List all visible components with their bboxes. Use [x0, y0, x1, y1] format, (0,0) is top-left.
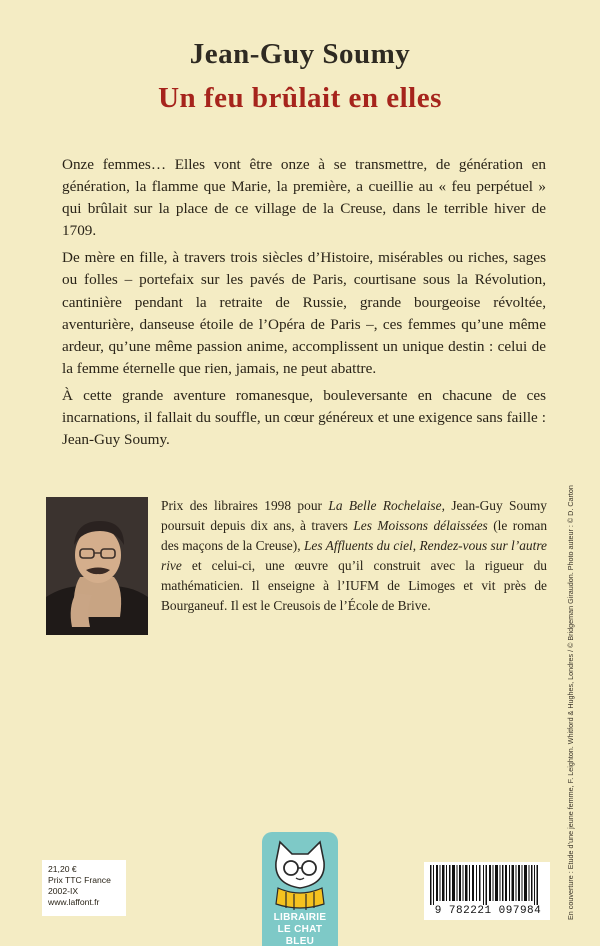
author-bio [161, 496, 547, 615]
bookstore-name-line: LE CHAT BLEU [277, 924, 323, 946]
price-label: Prix TTC France [48, 875, 111, 885]
publisher-website[interactable]: www.laffont.fr [48, 897, 100, 907]
price-box [42, 860, 126, 916]
blurb-paragraph: À cette grande aventure romanesque, bouleversante en chacune de ces incarnations, il fallait du souffle, un cœur généreux et une exigence sans faille : Jean-Guy Soumy. [62, 386, 546, 449]
price: 21,20 € [48, 864, 77, 874]
bio-text: Prix des libraires 1998 pour [161, 498, 329, 513]
bookstore-name [262, 912, 338, 946]
bio-text: (le roman des maçons de la Creuse), [161, 517, 548, 553]
bio-book-title: Les Moissons délaissées [353, 517, 488, 533]
book-title: Un feu brûlait en elles [158, 82, 442, 114]
blurb [62, 154, 546, 456]
bookstore-sticker [262, 832, 338, 946]
cat-logo-icon [262, 832, 338, 912]
bio-text: , [412, 537, 420, 553]
bio-book-title: La Belle Rochelaise [328, 498, 442, 513]
barcode-icon [424, 862, 550, 906]
bio-book-title: Rendez-vous sur l’autre rive [161, 537, 547, 573]
isbn-number: 9 782221 097984 [428, 905, 548, 917]
author-photo [46, 497, 148, 635]
bio-text: , Jean-Guy Soumy poursuit depuis dix ans, à travers [161, 498, 548, 533]
author-name: Jean-Guy Soumy [189, 38, 411, 70]
price-code: 2002-IX [48, 886, 79, 896]
credits-text: En couverture : Etude d’une jeune femme, F. Leighton. Whitford & Hughes, Londres / © Bridgeman Giraudon. Photo auteur : © D. Carton [566, 485, 575, 920]
bookstore-name-line: LIBRAIRIE [273, 912, 327, 923]
cover-credits [566, 485, 584, 920]
bio-text: et celui-ci, une œuvre qu’il construit avec la rigueur du mathématicien. Il enseigne à l’IUFM de Limoges et vit près de Bourganeuf. Il est le Creusois de l’École de Brive. [161, 557, 547, 613]
blurb-paragraph: De mère en fille, à travers trois siècles d’Histoire, misérables ou riches, sages ou folles – portefaix sur les pavés de Paris, courtisane sous la Révolution, cantinière pendant la retraite de Russie, grande bourgeoise révoltée, aventurière, danseuse étoile de l’Opéra de Paris –, ces femmes qu’une même ardeur, qu’une même passion anime, accomplissent un unique destin : celui de la femme éternelle que rien, jamais, ne peut abattre. [62, 249, 546, 377]
blurb-paragraph: Onze femmes… Elles vont être onze à se transmettre, de génération en génération, la flamme que Marie, la première, a cueillie au « feu perpétuel » qui brûlait sur la place de ce village de la Creuse, dans le terrible hiver de 1709. [62, 156, 546, 240]
bio-book-title: Les Affluents du ciel [303, 537, 413, 553]
